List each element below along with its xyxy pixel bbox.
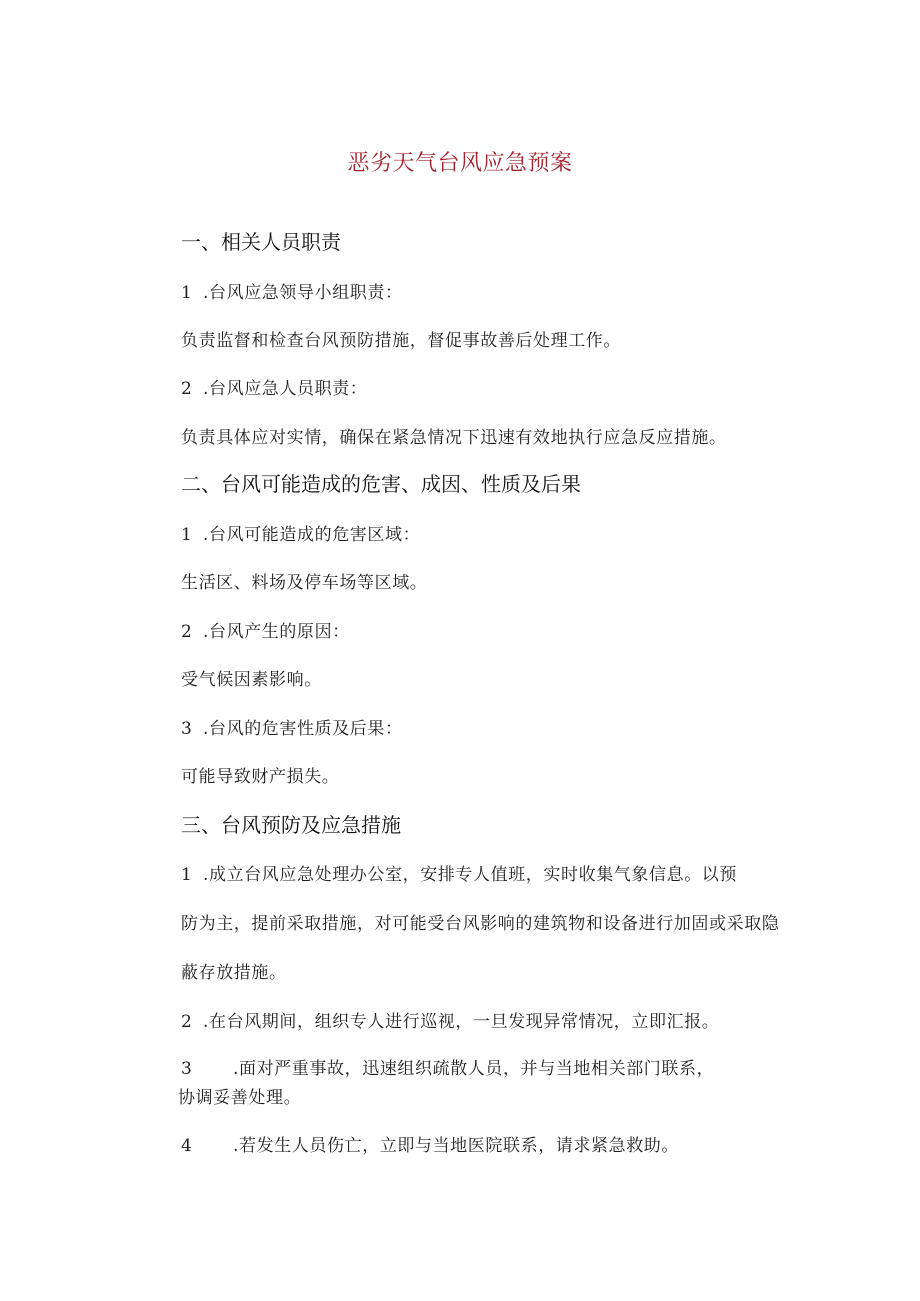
section-heading-1: 一、相关人员职责 bbox=[181, 230, 341, 254]
measure-text: .在台风期间，组织专人进行巡视，一旦发现异常情况，立即汇报。 bbox=[203, 1012, 720, 1032]
item-number: 3 bbox=[181, 1059, 193, 1079]
item-label-2-1 bbox=[181, 520, 420, 545]
item-number: 4 bbox=[181, 1136, 193, 1156]
item-label-1-1 bbox=[181, 278, 403, 303]
item-label-text: .台风的危害性质及后果： bbox=[203, 719, 403, 739]
measure-text: .成立台风应急处理办公室，安排专人值班，实时收集气象信息。以预 bbox=[203, 865, 738, 885]
measure-1-line-2: 防为主，提前采取措施，对可能受台风影响的建筑物和设备进行加固或采取隐 bbox=[181, 914, 780, 934]
item-text-2-3: 可能导致财产损失。 bbox=[181, 767, 340, 787]
item-label-2-2 bbox=[181, 617, 350, 642]
measure-text: .面对严重事故，迅速组织疏散人员，并与当地相关部门联系， bbox=[233, 1059, 715, 1079]
measure-4 bbox=[181, 1131, 679, 1156]
item-number: 1 bbox=[181, 525, 193, 545]
item-number: 2 bbox=[181, 1012, 193, 1032]
item-label-text: .台风可能造成的危害区域： bbox=[203, 525, 421, 545]
measure-1-line-3: 蔽存放措施。 bbox=[181, 963, 287, 983]
item-number: 1 bbox=[181, 865, 193, 885]
item-label-1-2 bbox=[181, 374, 367, 399]
item-label-text: .台风产生的原因： bbox=[203, 622, 350, 642]
item-label-2-3 bbox=[181, 714, 403, 739]
measure-3-line-1 bbox=[181, 1054, 714, 1079]
item-number: 1 bbox=[181, 283, 193, 303]
section-heading-2: 二、台风可能造成的危害、成因、性质及后果 bbox=[181, 472, 581, 496]
measure-text: .若发生人员伤亡，立即与当地医院联系，请求紧急救助。 bbox=[233, 1136, 680, 1156]
measure-2 bbox=[181, 1007, 719, 1032]
measure-3-line-2: 协调妥善处理。 bbox=[178, 1088, 302, 1108]
section-heading-3: 三、台风预防及应急措施 bbox=[181, 813, 401, 837]
item-text-2-2: 受气候因素影响。 bbox=[181, 670, 322, 690]
item-number: 2 bbox=[181, 379, 193, 399]
item-text-1-1: 负责监督和检查台风预防措施，督促事故善后处理工作。 bbox=[181, 331, 621, 351]
measure-1-line-1 bbox=[181, 860, 737, 885]
item-text-2-1: 生活区、料场及停车场等区域。 bbox=[181, 573, 428, 593]
item-label-text: .台风应急领导小组职责： bbox=[203, 283, 403, 303]
item-number: 2 bbox=[181, 622, 193, 642]
document-title: 恶劣天气台风应急预案 bbox=[347, 151, 573, 176]
item-label-text: .台风应急人员职责： bbox=[203, 379, 368, 399]
item-number: 3 bbox=[181, 719, 193, 739]
item-text-1-2: 负责具体应对实情，确保在紧急情况下迅速有效地执行应急反应措施。 bbox=[181, 428, 727, 448]
